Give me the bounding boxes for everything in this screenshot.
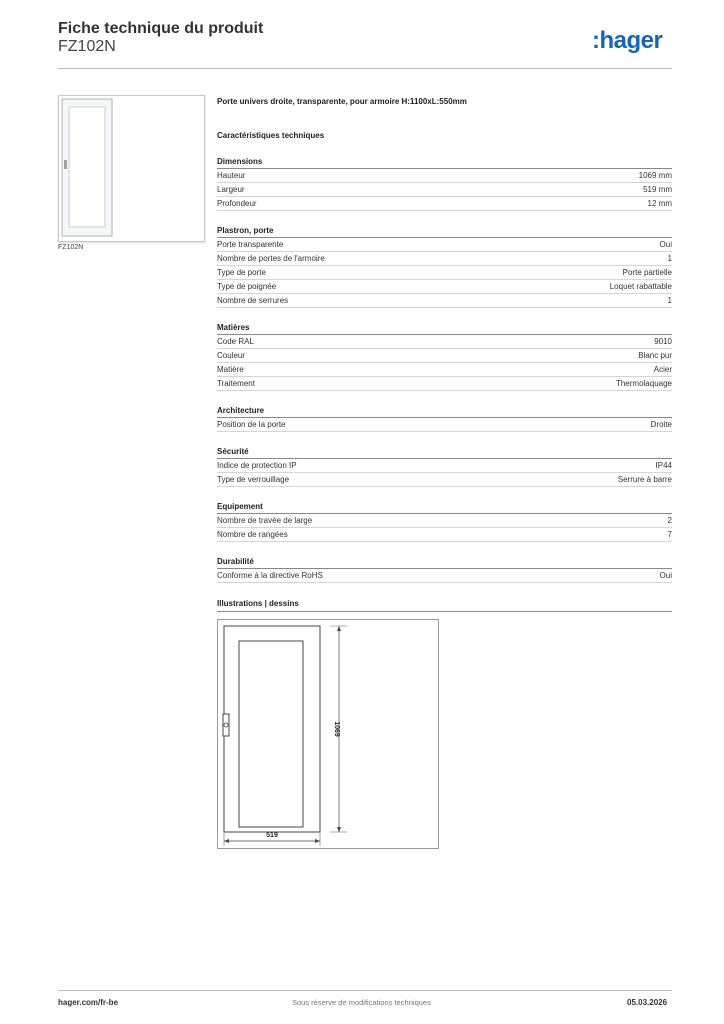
page-title: Fiche technique du produit — [58, 20, 264, 37]
footer-website-link[interactable]: hager.com/fr-be — [58, 998, 119, 1007]
spec-value: 1 — [667, 296, 672, 305]
spec-value: Porte partielle — [622, 268, 672, 277]
spec-row — [217, 459, 672, 473]
spec-section — [217, 446, 672, 487]
footer-divider — [58, 990, 672, 991]
spec-label: Largeur — [217, 185, 245, 194]
spec-section — [217, 225, 672, 308]
spec-row — [217, 349, 672, 363]
logo-text: hager — [599, 27, 663, 54]
spec-value: 1069 mm — [638, 171, 672, 180]
spec-value: 7 — [667, 530, 672, 539]
width-dimension-label: 519 — [266, 832, 278, 839]
spec-row — [217, 418, 672, 432]
product-reference: FZ102N — [58, 38, 116, 55]
spec-row — [217, 183, 672, 197]
product-image — [61, 98, 113, 237]
spec-section — [217, 405, 672, 432]
spec-label: Type de porte — [217, 268, 266, 277]
spec-row — [217, 473, 672, 487]
spec-value: Thermolaquage — [615, 379, 672, 388]
spec-label: Matière — [217, 365, 244, 374]
footer-date: 05.03.2026 — [627, 998, 668, 1007]
spec-label: Nombre de portes de l'armoire — [217, 254, 325, 263]
spec-row — [217, 569, 672, 583]
hager-logo[interactable] — [592, 27, 662, 55]
spec-section-title: Sécurité — [217, 446, 672, 459]
spec-row — [217, 514, 672, 528]
spec-label: Porte transparente — [217, 240, 284, 249]
illustrations-divider — [217, 611, 672, 612]
spec-label: Nombre de rangées — [217, 530, 288, 539]
product-description: Porte univers droite, transparente, pour armoire H:1100xL:550mm — [217, 97, 467, 106]
spec-value: Serrure à barre — [617, 475, 672, 484]
spec-label: Profondeur — [217, 199, 257, 208]
spec-row — [217, 280, 672, 294]
spec-row — [217, 169, 672, 183]
spec-value: Oui — [659, 571, 672, 580]
spec-value: 9010 — [654, 337, 672, 346]
spec-section-title: Plastron, porte — [217, 225, 672, 238]
door-window — [239, 641, 303, 827]
spec-row — [217, 363, 672, 377]
spec-value: Acier — [653, 365, 672, 374]
spec-row — [217, 528, 672, 542]
spec-label: Type de verrouillage — [217, 475, 290, 484]
spec-value: 2 — [667, 516, 672, 525]
spec-value: 12 mm — [647, 199, 672, 208]
spec-row — [217, 266, 672, 280]
technical-drawing — [217, 619, 439, 849]
spec-value: Loquet rabattable — [609, 282, 672, 291]
spec-section-title: Matières — [217, 322, 672, 335]
spec-label: Position de la porte — [217, 420, 286, 429]
spec-label: Type de poignée — [217, 282, 277, 291]
spec-value: Droite — [650, 420, 672, 429]
spec-value: Blanc pur — [638, 351, 672, 360]
spec-section-title: Durabilité — [217, 556, 672, 569]
spec-label: Traitement — [217, 379, 255, 388]
spec-section-title: Architecture — [217, 405, 672, 418]
spec-value: 519 mm — [643, 185, 672, 194]
spec-label: Code RAL — [217, 337, 254, 346]
spec-value: IP44 — [655, 461, 672, 470]
header-divider — [58, 68, 672, 69]
spec-section — [217, 556, 672, 583]
product-details — [217, 96, 672, 583]
spec-label: Couleur — [217, 351, 246, 360]
spec-value: 1 — [667, 254, 672, 263]
spec-label: Nombre de travée de large — [217, 516, 313, 525]
spec-row — [217, 197, 672, 211]
spec-row — [217, 335, 672, 349]
spec-label: Nombre de serrures — [217, 296, 289, 305]
spec-label: Conforme à la directive RoHS — [217, 571, 323, 580]
spec-label: Hauteur — [217, 171, 246, 180]
spec-section — [217, 501, 672, 542]
spec-section-title: Equipement — [217, 501, 672, 514]
spec-label: Indice de protection IP — [217, 461, 297, 470]
product-image-caption: FZ102N — [58, 244, 84, 251]
spec-section — [217, 156, 672, 211]
spec-section-title: Dimensions — [217, 156, 672, 169]
footer-notice: Sous réserve de modifications techniques — [292, 998, 431, 1007]
spec-row — [217, 377, 672, 391]
height-dimension-label: 1069 — [333, 721, 340, 737]
logo-colon: : — [592, 27, 600, 54]
spec-row — [217, 238, 672, 252]
spec-row — [217, 294, 672, 308]
illustrations-title: Illustrations | dessins — [217, 599, 299, 608]
spec-section — [217, 322, 672, 391]
spec-row — [217, 252, 672, 266]
characteristics-sections — [217, 156, 672, 583]
characteristics-title: Caractéristiques techniques — [217, 131, 325, 140]
spec-value: Oui — [659, 240, 672, 249]
